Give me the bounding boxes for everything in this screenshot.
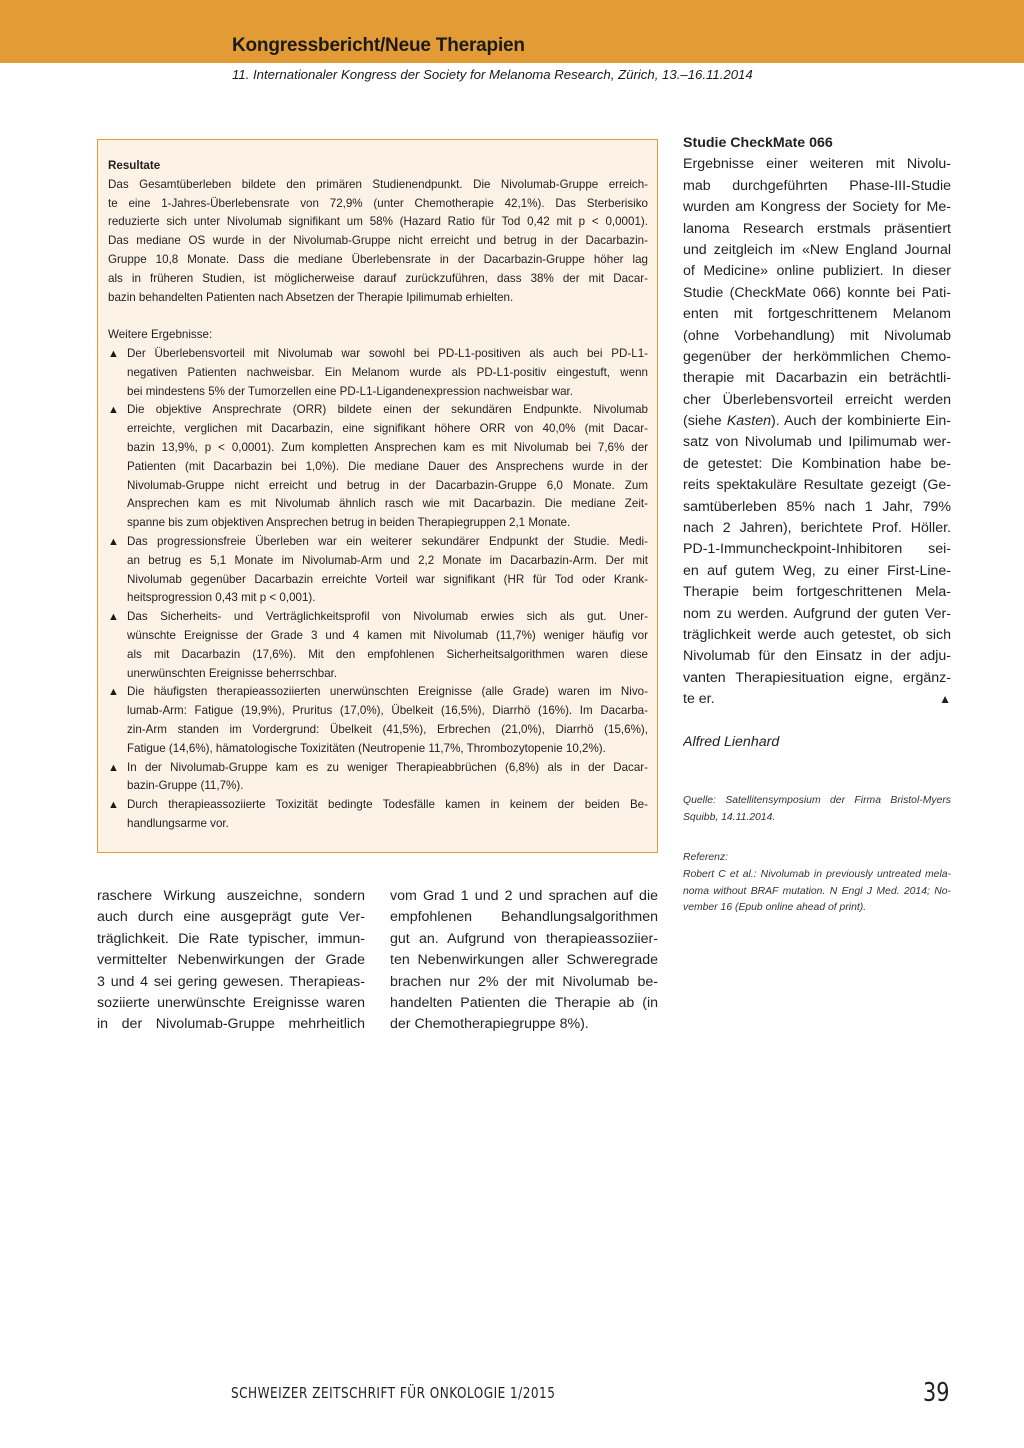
bullet-line: negativen Patienten nachweisbar. Ein Melanom wurde als PD-L1-positiv eingestuft, wenn bbox=[127, 365, 648, 379]
sidebar-line: en auf gutem Weg, zu einer First-Line- bbox=[683, 562, 951, 579]
sidebar-line: lanoma Research erstmals präsentiert bbox=[683, 220, 951, 237]
bullet-triangle-icon: ▲ bbox=[108, 761, 119, 774]
sidebar-final-line: te er. ▲ bbox=[683, 689, 951, 710]
bullet-line: an betrug es 5,1 Monate im Nivolumab-Arm und 2,2 Monate im Dacarbazin-Arm. Der mit bbox=[127, 553, 648, 567]
sidebar-line: cher Überlebensvorteil erreicht werden bbox=[683, 391, 951, 408]
bullet-triangle-icon: ▲ bbox=[108, 347, 119, 360]
results-line: reduzierte sich unter Nivolumab signifikant um 58% (Hazard Ratio für Tod 0,42 mit p < 0,0001). bbox=[108, 215, 648, 229]
sidebar-line: Studie (CheckMate 066) konnte bei Pati- bbox=[683, 284, 951, 301]
sidebar-line: samtüberleben 85% nach 1 Jahr, 79% bbox=[683, 498, 951, 515]
journal-footer: SCHWEIZER ZEITSCHRIFT FÜR ONKOLOGIE 1/2015 bbox=[231, 1384, 556, 1402]
body-column-1 bbox=[97, 886, 365, 1036]
column-line: soziierte unerwünschte Ereignisse waren bbox=[97, 994, 365, 1011]
sidebar-heading: Studie CheckMate 066 bbox=[683, 135, 833, 151]
bullet-line: zin-Arm standen im Vordergrund: Übelkeit (41,5%), Erbrechen (21,0%), Diarrhö (15,6%), bbox=[127, 722, 648, 736]
bullet-triangle-icon: ▲ bbox=[108, 799, 119, 812]
bullet-line: Nivolumab gegenüber Dacarbazin erreichte Vorteil war signifikant (HR für Tod oder Krank- bbox=[127, 572, 648, 586]
results-text bbox=[108, 176, 648, 308]
sidebar-kasten-line: (siehe Kasten). Auch der kombinierte Ein- bbox=[683, 413, 951, 430]
reference-line: vember 16 (Epub online ahead of print). bbox=[683, 902, 867, 914]
sidebar-line: reits spektakuläre Resultate gezeigt (Ge- bbox=[683, 477, 951, 494]
column-line: in der Nivolumab-Gruppe mehrheitlich bbox=[97, 1016, 365, 1033]
column-line: vom Grad 1 und 2 und sprachen auf die bbox=[390, 888, 658, 904]
sidebar-line: enten mit fortgeschrittenem Melanom bbox=[683, 306, 951, 323]
congress-subtitle: 11. Internationaler Kongress der Society for Melanoma Research, Zürich, 13.–16.11.2014 bbox=[232, 67, 753, 82]
bullet-line: ▲ Durch therapieassoziierte Toxizität bedingte Todesfälle kamen in keinem der beiden Be- bbox=[108, 796, 648, 815]
page-number: 39 bbox=[923, 1378, 950, 1408]
reference-heading: Referenz: bbox=[683, 852, 729, 863]
bullet-line: ▲ Das Sicherheits- und Verträglichkeitsprofil von Nivolumab erwies sich als gut. Uner- bbox=[108, 608, 648, 627]
bullet-line: bei mindestens 5% der Tumorzellen eine PD-L1-Ligandenexpression nachweisbar war. bbox=[127, 384, 573, 398]
reference-text bbox=[683, 867, 951, 917]
sidebar-line: of Medicine» online publiziert. In dieser bbox=[683, 263, 951, 280]
bullet-line: ▲ In der Nivolumab-Gruppe kam es zu weniger Therapieabbrüchen (6,8%) als in der Dacar- bbox=[108, 759, 648, 778]
reference-block bbox=[683, 850, 951, 917]
sidebar-line: vanten Therapiesituation eigne, ergänz- bbox=[683, 669, 951, 686]
bullet-line: bazin 13,9%, p < 0,0001). Zum kompletten Ansprechen kam es mit Nivolumab bei 7,6% der bbox=[127, 440, 648, 454]
source-line: Quelle: Satellitensymposium der Firma Bristol-Myers bbox=[683, 795, 951, 806]
results-line: Das mediane OS wurde in der Nivolumab-Gruppe nicht erreicht und betrug in der Dacarbazin- bbox=[108, 234, 648, 248]
bullet-line: Fatigue (14,6%), hämatologische Toxizitäten (Neutropenie 11,7%, Thrombozytopenie 10,2%). bbox=[127, 741, 606, 755]
sidebar-line: de getestet: Die Kombination habe be- bbox=[683, 455, 951, 472]
sidebar-line: gegenüber der herkömmlichen Chemo- bbox=[683, 348, 951, 365]
column-line: auch durch eine ausgeprägt gute Ver- bbox=[97, 909, 365, 926]
column-line: empfohlenen Behandlungsalgorithmen bbox=[390, 909, 658, 926]
results-line: Gruppe 10,8 Monate. Dass die mediane Überlebensrate in der Dacarbazin-Gruppe höher lag bbox=[108, 252, 648, 266]
column-line: raschere Wirkung auszeichne, sondern bbox=[97, 888, 365, 904]
results-heading: Resultate bbox=[108, 159, 161, 172]
results-line: als in früheren Studien, ist möglicherweise darauf zurückzuführen, dass 38% der mit Dacar- bbox=[108, 271, 648, 285]
bullet-triangle-icon: ▲ bbox=[108, 404, 119, 417]
sidebar-text-1 bbox=[683, 154, 951, 411]
bullet-line: ▲ Die häufigsten therapieassoziierten unerwünschten Ereignisse (alle Grade) waren im Nivo- bbox=[108, 683, 648, 702]
sidebar-line: nach 2 Jahren), berichtete Prof. Höller. bbox=[683, 520, 951, 537]
bullet-line: bazin-Gruppe (11,7%). bbox=[127, 779, 244, 793]
bullet-line: ▲ Der Überlebensvorteil mit Nivolumab war sowohl bei PD-L1-positiven als auch bei PD-L1- bbox=[108, 345, 648, 364]
end-mark-triangle-icon: ▲ bbox=[939, 692, 951, 707]
column-line: der Chemotherapiegruppe 8%). bbox=[390, 1016, 589, 1033]
bullet-line: handlungsarme vor. bbox=[127, 816, 229, 830]
reference-line: Robert C et al.: Nivolumab in previously untreated mela- bbox=[683, 868, 951, 880]
source-note bbox=[683, 793, 951, 827]
bullet-line: ▲ Die objektive Ansprechrate (ORR) bildete einen der sekundären Endpunkte. Nivolumab bbox=[108, 401, 648, 420]
sidebar-line: wurden am Kongress der Society for Me- bbox=[683, 199, 951, 216]
bullet-line: ▲ Das progressionsfreie Überleben war ein weiterer sekundärer Endpunkt der Studie. Medi- bbox=[108, 533, 648, 552]
further-results-heading: Weitere Ergebnisse: bbox=[108, 328, 213, 342]
bullet-line: lumab-Arm: Fatigue (19,9%), Pruritus (17,0%), Übelkeit (16,5%), Diarrhö (16%). Im Dacarba- bbox=[127, 704, 648, 718]
sidebar-line: und zeitgleich im «New England Journal bbox=[683, 241, 951, 258]
results-line: Das Gesamtüberleben bildete den primären Studienendpunkt. Die Nivolumab-Gruppe erreich- bbox=[108, 177, 648, 191]
sidebar-line: therapie mit Dacarbazin ein beträchtli- bbox=[683, 370, 951, 387]
sidebar-line: Therapie beim fortgeschrittenen Mela- bbox=[683, 584, 951, 601]
sidebar-line: (ohne Vorbehandlung) mit Nivolumab bbox=[683, 327, 951, 344]
sidebar-line: Ergebnisse einer weiteren mit Nivolu- bbox=[683, 156, 951, 173]
column-line: ten Nebenwirkungen aller Schweregrade bbox=[390, 952, 658, 969]
column-line: brachen nur 2% der mit Nivolumab be- bbox=[390, 973, 658, 990]
column-line: träglichkeit. Die Rate typischer, immun- bbox=[97, 930, 365, 947]
column-line: gut an. Aufgrund von therapieassoziier- bbox=[390, 930, 658, 947]
author-name: Alfred Lienhard bbox=[683, 733, 780, 750]
sidebar-line: Nivolumab für den Einsatz in der adju- bbox=[683, 648, 951, 665]
results-bullet-list bbox=[108, 345, 648, 834]
results-line: bazin behandelten Patienten nach Absetzen der Therapie Ipilimumab erhielten. bbox=[108, 290, 514, 304]
reference-line: noma without BRAF mutation. N Engl J Med. 2014; No- bbox=[683, 885, 951, 897]
results-box bbox=[97, 139, 658, 853]
sidebar-column bbox=[683, 133, 951, 753]
sidebar-line: nom zu werden. Aufgrund der guten Ver- bbox=[683, 605, 951, 622]
source-line: Squibb, 14.11.2014. bbox=[683, 811, 776, 823]
body-column-2 bbox=[390, 886, 658, 1036]
bullet-line: unerwünschten Ereignisse beherrschbar. bbox=[127, 666, 338, 680]
sidebar-line: PD-1-Immuncheckpoint-Inhibitoren sei- bbox=[683, 541, 951, 558]
sidebar-line: träglichkeit werde auch getestet, ob sich bbox=[683, 626, 951, 643]
section-title: Kongressbericht/Neue Therapien bbox=[232, 35, 525, 56]
column-line: handelten Patienten die Therapie ab (in bbox=[390, 994, 658, 1011]
sidebar-text-2 bbox=[683, 432, 951, 689]
sidebar-line: mab durchgeführten Phase-III-Studie bbox=[683, 177, 951, 194]
bullet-line: Patienten (mit Dacarbazin bei 1,0%). Die mediane Dauer des Ansprechens wurde in der bbox=[127, 459, 648, 473]
column-line: 3 und 4 sei gering gewesen. Therapieas- bbox=[97, 973, 365, 990]
bullet-line: spanne bis zum objektiven Ansprechen betrug in beiden Therapiegruppen 2,1 Monate. bbox=[127, 516, 571, 530]
bullet-triangle-icon: ▲ bbox=[108, 686, 119, 699]
bullet-triangle-icon: ▲ bbox=[108, 611, 119, 624]
bullet-line: Nivolumab-Gruppe nicht erreicht und betrug in der Dacarbazin-Gruppe 6,0 Monate. Zum bbox=[127, 478, 648, 492]
sidebar-line: satz von Nivolumab und Ipilimumab wer- bbox=[683, 434, 951, 451]
bullet-triangle-icon: ▲ bbox=[108, 535, 119, 548]
bullet-line: als mit Dacarbazin (17,6%). Mit den empfohlenen Sicherheitsalgorithmen waren diese bbox=[127, 647, 648, 661]
bullet-line: erreichte, verglichen mit Dacarbazin, eine signifikant höhere ORR von 40,0% (mit Dacar- bbox=[127, 422, 648, 436]
bullet-line: wünschte Ereignisse der Grade 3 und 4 kamen mit Nivolumab (11,7%) weniger häufig vor bbox=[127, 628, 648, 642]
column-line: vermittelter Nebenwirkungen der Grade bbox=[97, 952, 365, 969]
results-line: te eine 1-Jahres-Überlebensrate von 72,9% (unter Chemotherapie 42,1%). Das Sterberisiko bbox=[108, 196, 648, 210]
bullet-line: Ansprechen kam es mit Nivolumab ähnlich rasch wie mit Dacarbazin. Die mediane Zeit- bbox=[127, 497, 648, 511]
bullet-line: heitsprogression 0,43 mit p < 0,001). bbox=[127, 591, 316, 605]
